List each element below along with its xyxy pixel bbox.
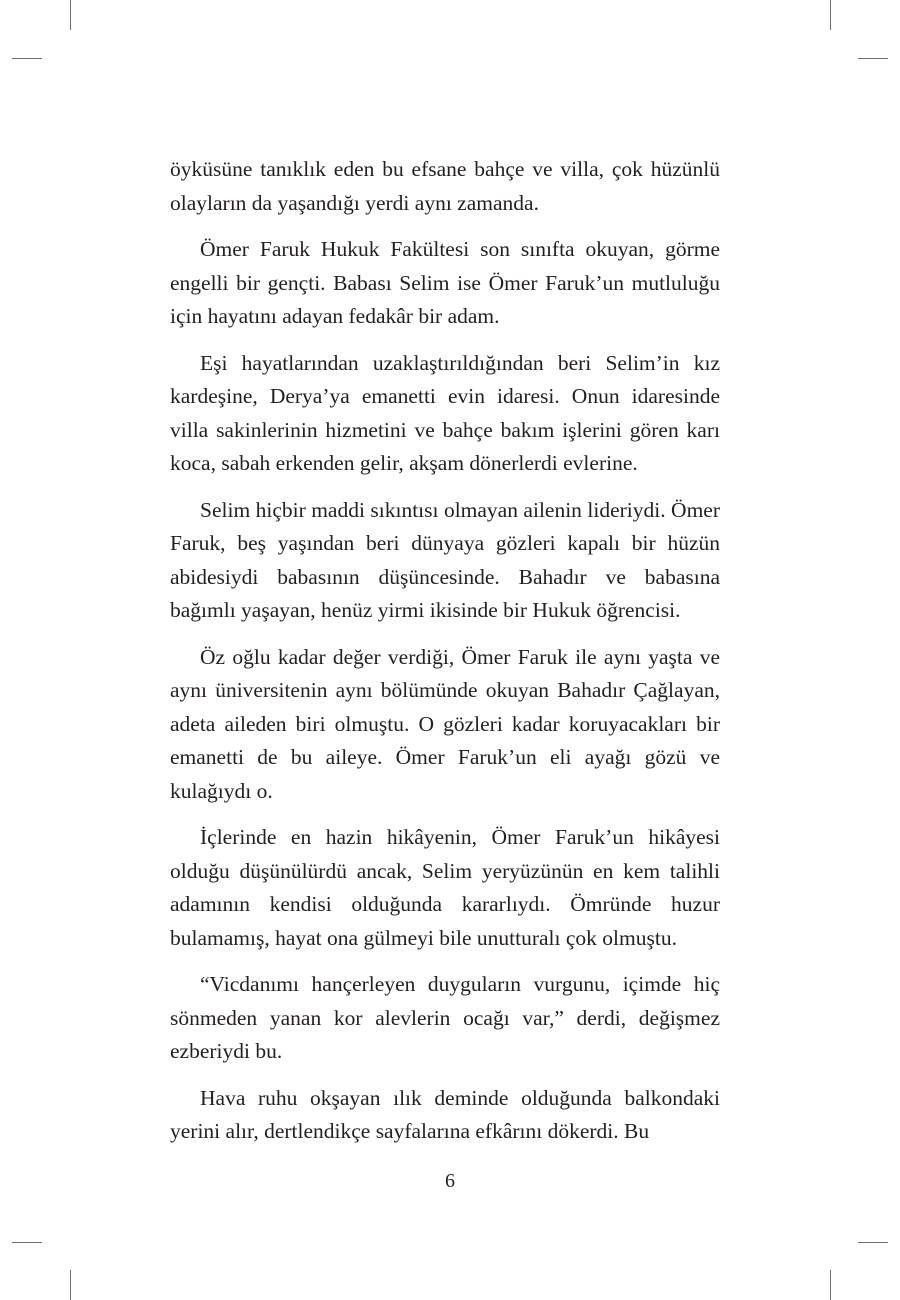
paragraph-selim-fate: İçlerinde en hazin hikâyenin, Ömer Faruk’un hikâyesi olduğu düşünülürdü ancak, Selim yeryüzünün en kem talihli adamının kendisi olduğunda kararlıydı. Ömründe huzur bulamamış, hayat ona gülmeyi bile unutturalı çok olmuştu. xyxy=(170,825,720,950)
crop-mark-bottom-left xyxy=(70,1270,71,1300)
crop-mark-top-left xyxy=(70,0,71,30)
crop-mark-bottom-right-horizontal xyxy=(858,1242,888,1243)
paragraph-omer-faruk-intro: Ömer Faruk Hukuk Fakültesi son sınıfta okuyan, görme engelli bir gençti. Babası Selim ise Ömer Faruk’un mutluluğu için hayatını adayan fedakâr bir adam. xyxy=(170,237,720,328)
book-page-body xyxy=(170,153,720,1162)
paragraph-derya-household: Eşi hayatlarından uzaklaştırıldığından beri Selim’in kız kardeşine, Derya’ya emanetti evin idaresi. Onun idaresinde villa sakinlerinin hizmetini ve bahçe bakım işlerini gören karı koca, sabah erkenden gelir, akşam dönerlerdi evlerine. xyxy=(170,350,720,475)
crop-mark-bottom-left-horizontal xyxy=(12,1242,42,1243)
crop-mark-top-right xyxy=(830,0,831,30)
paragraph-selim-leader: Selim hiçbir maddi sıkıntısı olmayan ailenin lideriydi. Ömer Faruk, beş yaşından beri dünyaya gözleri kapalı bir hüzün abidesiydi babasının düşüncesinde. Bahadır ve babasına bağımlı yaşayan, henüz yirmi ikisinde bir Hukuk öğrencisi. xyxy=(170,497,720,622)
page-number: 6 xyxy=(445,1170,455,1192)
crop-mark-top-left-horizontal xyxy=(12,58,42,59)
crop-mark-bottom-right xyxy=(830,1270,831,1300)
crop-mark-top-right-horizontal xyxy=(858,58,888,59)
paragraph-balcony: Hava ruhu okşayan ılık deminde olduğunda balkondaki yerini alır, dertlendikçe sayfalarına efkârını dökerdi. Bu xyxy=(170,1085,720,1143)
paragraph-bahadir: Öz oğlu kadar değer verdiği, Ömer Faruk ile aynı yaşta ve aynı üniversitenin aynı bölümünde okuyan Bahadır Çağlayan, adeta aileden biri olmuştu. O gözleri kadar koruyacakları bir emanetti de bu aileye. Ömer Faruk’un eli ayağı gözü ve kulağıydı o. xyxy=(170,644,720,803)
paragraph-continued: öyküsüne tanıklık eden bu efsane bahçe ve villa, çok hüzünlü olayların da yaşandığı yerdi aynı zamanda. xyxy=(170,157,720,215)
paragraph-quote: “Vicdanımı hançerleyen duyguların vurgunu, içimde hiç sönmeden yanan kor alevlerin ocağı var,” derdi, değişmez ezberiydi bu. xyxy=(170,972,720,1063)
